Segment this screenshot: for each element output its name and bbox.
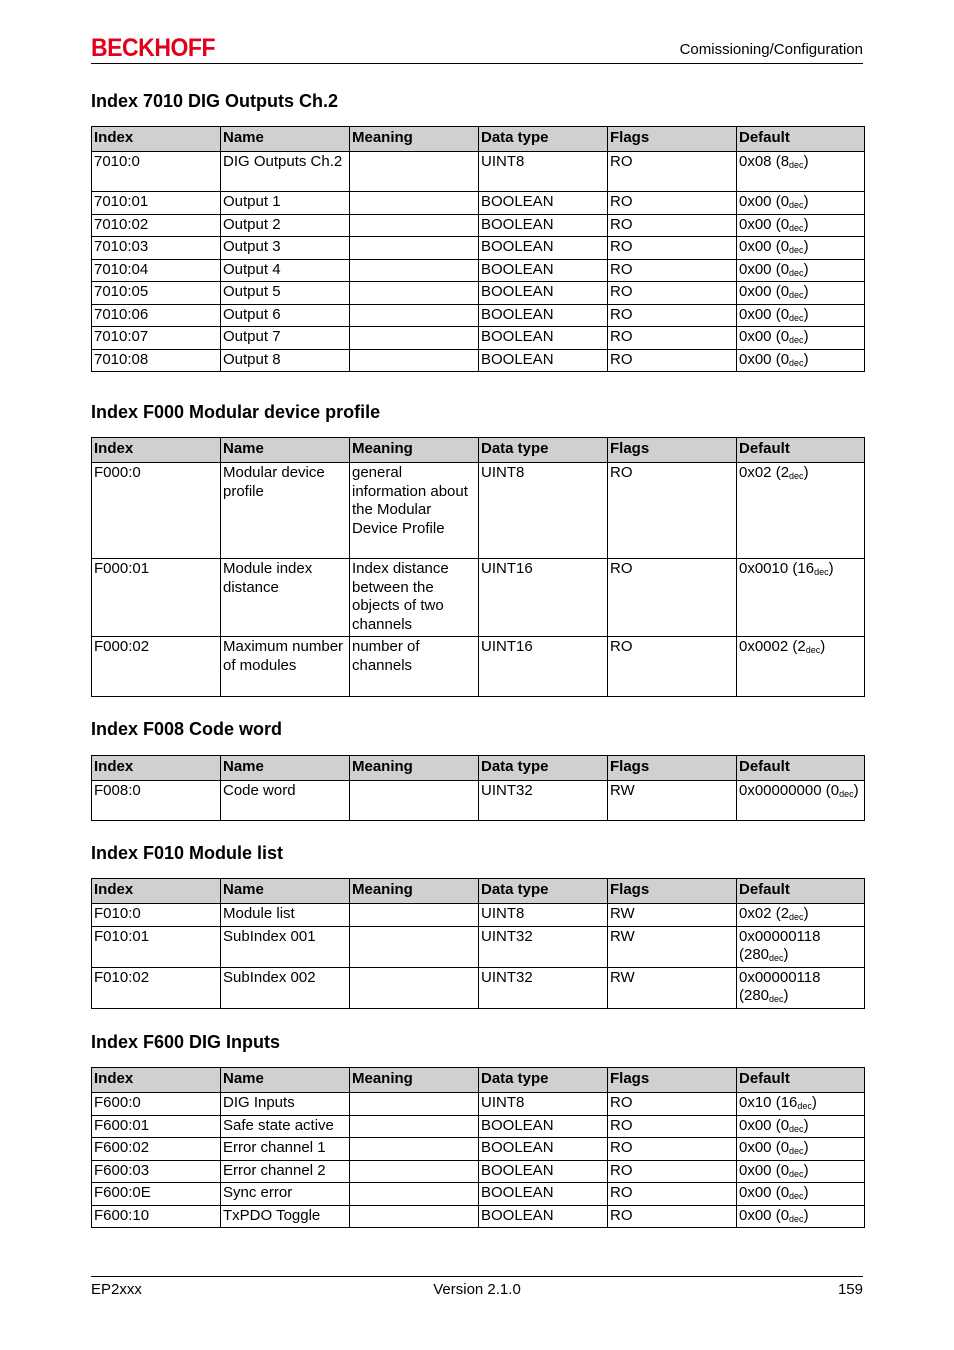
- cell-name: DIG Inputs: [221, 1093, 350, 1116]
- cell-default: 0x00 $(0_{dec})$: [737, 214, 865, 237]
- cell-flags: RO: [608, 192, 737, 215]
- table-header-row: [92, 438, 865, 463]
- column-header-data-type: Data type: [479, 127, 608, 152]
- cell-name: Sync error: [221, 1183, 350, 1206]
- cell-data-type: UINT8: [479, 1093, 608, 1116]
- table-header-row: [92, 756, 865, 781]
- cell-meaning: [350, 214, 479, 237]
- column-header-name: Name: [221, 1068, 350, 1093]
- cell-flags: RW: [608, 904, 737, 927]
- column-header-meaning: Meaning: [350, 756, 479, 781]
- cell-flags: RO: [608, 214, 737, 237]
- table-header-row: [92, 879, 865, 904]
- cell-index: F000:02: [92, 637, 221, 697]
- cell-default: 0x00 $(0_{dec})$: [737, 1160, 865, 1183]
- header-divider: [91, 63, 863, 64]
- table-row: [92, 1205, 865, 1228]
- cell-data-type: BOOLEAN: [479, 1138, 608, 1161]
- cell-name: Output 2: [221, 214, 350, 237]
- column-header-data-type: Data type: [479, 438, 608, 463]
- section-title-f600: Index F600 DIG Inputs: [91, 1032, 281, 1052]
- cell-data-type: BOOLEAN: [479, 1183, 608, 1206]
- column-header-default: Default: [737, 438, 865, 463]
- cell-meaning: [350, 926, 479, 967]
- cell-index: F600:03: [92, 1160, 221, 1183]
- table-row: [92, 282, 865, 305]
- footer-product: EP2xxx: [91, 1281, 142, 1298]
- cell-data-type: BOOLEAN: [479, 349, 608, 372]
- cell-flags: RO: [608, 327, 737, 350]
- cell-meaning: general information about the Modular Device Profile: [350, 463, 479, 559]
- column-header-flags: Flags: [608, 438, 737, 463]
- table-row: [92, 926, 865, 967]
- cell-meaning: [350, 304, 479, 327]
- cell-meaning: [350, 152, 479, 192]
- beckhoff-logo: BECKHOFF: [91, 34, 216, 62]
- cell-index: F600:0: [92, 1093, 221, 1116]
- cell-name: Module index distance: [221, 559, 350, 637]
- column-header-meaning: Meaning: [350, 879, 479, 904]
- cell-default: 0x00 $(0_{dec})$: [737, 282, 865, 305]
- cell-meaning: [350, 259, 479, 282]
- column-header-index: Index: [92, 756, 221, 781]
- cell-flags: RW: [608, 967, 737, 1008]
- cell-data-type: BOOLEAN: [479, 327, 608, 350]
- cell-default: 0x0010 $(16_{dec})$: [737, 559, 865, 637]
- cell-default: 0x08 $(8_{dec})$: [737, 152, 865, 192]
- cell-name: Output 4: [221, 259, 350, 282]
- cell-flags: RO: [608, 259, 737, 282]
- table-row: [92, 152, 865, 192]
- cell-index: 7010:05: [92, 282, 221, 305]
- table-row: [92, 904, 865, 927]
- cell-index: 7010:04: [92, 259, 221, 282]
- cell-data-type: UINT16: [479, 559, 608, 637]
- footer-page-number: 159: [837, 1281, 863, 1298]
- cell-meaning: [350, 282, 479, 305]
- cell-index: 7010:02: [92, 214, 221, 237]
- cell-default: 0x00 $(0_{dec})$: [737, 192, 865, 215]
- cell-name: TxPDO Toggle: [221, 1205, 350, 1228]
- cell-index: 7010:0: [92, 152, 221, 192]
- table-row: [92, 214, 865, 237]
- column-header-name: Name: [221, 127, 350, 152]
- table-row: [92, 259, 865, 282]
- cell-data-type: BOOLEAN: [479, 1205, 608, 1228]
- cell-flags: RO: [608, 559, 737, 637]
- section-title-f008: Index F008 Code word: [91, 719, 283, 739]
- cell-index: 7010:07: [92, 327, 221, 350]
- cell-flags: RO: [608, 237, 737, 260]
- cell-data-type: BOOLEAN: [479, 1160, 608, 1183]
- table-row: [92, 463, 865, 559]
- cell-flags: RO: [608, 304, 737, 327]
- column-header-name: Name: [221, 879, 350, 904]
- cell-index: F600:0E: [92, 1183, 221, 1206]
- table-header-row: [92, 127, 865, 152]
- column-header-name: Name: [221, 756, 350, 781]
- column-header-meaning: Meaning: [350, 1068, 479, 1093]
- cell-name: Output 8: [221, 349, 350, 372]
- cell-data-type: UINT32: [479, 781, 608, 821]
- cell-meaning: [350, 967, 479, 1008]
- cell-flags: RW: [608, 781, 737, 821]
- table-row: [92, 1138, 865, 1161]
- cell-name: Output 6: [221, 304, 350, 327]
- cell-data-type: BOOLEAN: [479, 192, 608, 215]
- column-header-flags: Flags: [608, 756, 737, 781]
- cell-flags: RO: [608, 1160, 737, 1183]
- cell-data-type: BOOLEAN: [479, 259, 608, 282]
- cell-default: 0x02 $(2_{dec})$: [737, 904, 865, 927]
- cell-data-type: UINT32: [479, 967, 608, 1008]
- column-header-flags: Flags: [608, 879, 737, 904]
- column-header-index: Index: [92, 127, 221, 152]
- cell-flags: RO: [608, 282, 737, 305]
- cell-data-type: BOOLEAN: [479, 237, 608, 260]
- cell-data-type: BOOLEAN: [479, 304, 608, 327]
- cell-flags: RO: [608, 1205, 737, 1228]
- table-f000: [91, 437, 865, 697]
- cell-default: 0x00 $(0_{dec})$: [737, 1138, 865, 1161]
- section-title-f010: Index F010 Module list: [91, 843, 284, 863]
- cell-data-type: BOOLEAN: [479, 282, 608, 305]
- cell-default: 0x00 $(0_{dec})$: [737, 327, 865, 350]
- table-header-row: [92, 1068, 865, 1093]
- cell-default: 0x00 $(0_{dec})$: [737, 349, 865, 372]
- footer-divider: [91, 1276, 863, 1277]
- cell-meaning: [350, 1205, 479, 1228]
- cell-meaning: [350, 1093, 479, 1116]
- cell-meaning: [350, 349, 479, 372]
- cell-index: F010:0: [92, 904, 221, 927]
- cell-flags: RO: [608, 1183, 737, 1206]
- section-title-f000: Index F000 Modular device profile: [91, 402, 381, 422]
- cell-data-type: UINT8: [479, 904, 608, 927]
- column-header-meaning: Meaning: [350, 127, 479, 152]
- footer-version: Version 2.1.0: [433, 1281, 521, 1298]
- cell-name: Safe state active: [221, 1115, 350, 1138]
- cell-default: 0x00000000 $(0_{dec})$: [737, 781, 865, 821]
- cell-meaning: [350, 904, 479, 927]
- cell-index: F000:0: [92, 463, 221, 559]
- cell-meaning: [350, 1183, 479, 1206]
- column-header-name: Name: [221, 438, 350, 463]
- section-title-7010: Index 7010 DIG Outputs Ch.2: [91, 91, 339, 111]
- cell-default: 0x0002 $(2_{dec})$: [737, 637, 865, 697]
- cell-name: Output 1: [221, 192, 350, 215]
- table-row: [92, 559, 865, 637]
- cell-index: F600:10: [92, 1205, 221, 1228]
- cell-index: F010:02: [92, 967, 221, 1008]
- table-row: [92, 967, 865, 1008]
- cell-default: 0x00000118 $(280_{dec})$: [737, 926, 865, 967]
- cell-meaning: [350, 1160, 479, 1183]
- table-row: [92, 1160, 865, 1183]
- table-row: [92, 1115, 865, 1138]
- cell-index: F010:01: [92, 926, 221, 967]
- cell-index: F600:02: [92, 1138, 221, 1161]
- cell-default: 0x00000118 $(280_{dec})$: [737, 967, 865, 1008]
- cell-meaning: [350, 781, 479, 821]
- cell-name: Module list: [221, 904, 350, 927]
- cell-data-type: UINT32: [479, 926, 608, 967]
- table-row: [92, 349, 865, 372]
- table-row: [92, 237, 865, 260]
- cell-data-type: UINT8: [479, 152, 608, 192]
- cell-flags: RW: [608, 926, 737, 967]
- table-row: [92, 1093, 865, 1116]
- table-row: [92, 304, 865, 327]
- cell-index: 7010:03: [92, 237, 221, 260]
- cell-default: 0x00 $(0_{dec})$: [737, 237, 865, 260]
- table-f008: [91, 755, 865, 821]
- cell-default: 0x00 $(0_{dec})$: [737, 1115, 865, 1138]
- cell-meaning: Index distance between the objects of two channels: [350, 559, 479, 637]
- column-header-index: Index: [92, 438, 221, 463]
- column-header-meaning: Meaning: [350, 438, 479, 463]
- column-header-data-type: Data type: [479, 1068, 608, 1093]
- cell-index: F008:0: [92, 781, 221, 821]
- table-row: [92, 192, 865, 215]
- cell-default: 0x02 $(2_{dec})$: [737, 463, 865, 559]
- cell-flags: RO: [608, 349, 737, 372]
- cell-name: Output 7: [221, 327, 350, 350]
- column-header-data-type: Data type: [479, 756, 608, 781]
- cell-flags: RO: [608, 1093, 737, 1116]
- cell-default: 0x00 $(0_{dec})$: [737, 1205, 865, 1228]
- column-header-default: Default: [737, 127, 865, 152]
- cell-name: Maximum number of modules: [221, 637, 350, 697]
- column-header-index: Index: [92, 1068, 221, 1093]
- cell-name: Modular device profile: [221, 463, 350, 559]
- cell-flags: RO: [608, 637, 737, 697]
- column-header-default: Default: [737, 756, 865, 781]
- cell-name: Output 3: [221, 237, 350, 260]
- table-row: [92, 637, 865, 697]
- cell-flags: RO: [608, 1138, 737, 1161]
- cell-default: 0x00 $(0_{dec})$: [737, 259, 865, 282]
- table-7010: [91, 126, 865, 372]
- cell-meaning: [350, 1138, 479, 1161]
- table-f600: [91, 1067, 865, 1228]
- cell-meaning: number of channels: [350, 637, 479, 697]
- column-header-data-type: Data type: [479, 879, 608, 904]
- cell-index: 7010:01: [92, 192, 221, 215]
- column-header-flags: Flags: [608, 127, 737, 152]
- cell-name: DIG Outputs Ch.2: [221, 152, 350, 192]
- cell-default: 0x10 $(16_{dec})$: [737, 1093, 865, 1116]
- table-row: [92, 327, 865, 350]
- table-row: [92, 1183, 865, 1206]
- cell-data-type: BOOLEAN: [479, 1115, 608, 1138]
- column-header-default: Default: [737, 1068, 865, 1093]
- cell-data-type: UINT8: [479, 463, 608, 559]
- cell-index: 7010:08: [92, 349, 221, 372]
- cell-default: 0x00 $(0_{dec})$: [737, 304, 865, 327]
- cell-meaning: [350, 1115, 479, 1138]
- column-header-index: Index: [92, 879, 221, 904]
- cell-index: F000:01: [92, 559, 221, 637]
- cell-name: SubIndex 002: [221, 967, 350, 1008]
- cell-data-type: BOOLEAN: [479, 214, 608, 237]
- cell-name: Error channel 2: [221, 1160, 350, 1183]
- cell-flags: RO: [608, 1115, 737, 1138]
- cell-index: 7010:06: [92, 304, 221, 327]
- cell-name: Error channel 1: [221, 1138, 350, 1161]
- cell-meaning: [350, 237, 479, 260]
- cell-flags: RO: [608, 463, 737, 559]
- table-row: [92, 781, 865, 821]
- column-header-flags: Flags: [608, 1068, 737, 1093]
- cell-data-type: UINT16: [479, 637, 608, 697]
- cell-name: SubIndex 001: [221, 926, 350, 967]
- cell-default: 0x00 $(0_{dec})$: [737, 1183, 865, 1206]
- cell-flags: RO: [608, 152, 737, 192]
- header-section-title: Comissioning/Configuration: [679, 41, 863, 58]
- table-f010: [91, 878, 865, 1009]
- column-header-default: Default: [737, 879, 865, 904]
- cell-index: F600:01: [92, 1115, 221, 1138]
- cell-name: Output 5: [221, 282, 350, 305]
- cell-meaning: [350, 192, 479, 215]
- cell-meaning: [350, 327, 479, 350]
- cell-name: Code word: [221, 781, 350, 821]
